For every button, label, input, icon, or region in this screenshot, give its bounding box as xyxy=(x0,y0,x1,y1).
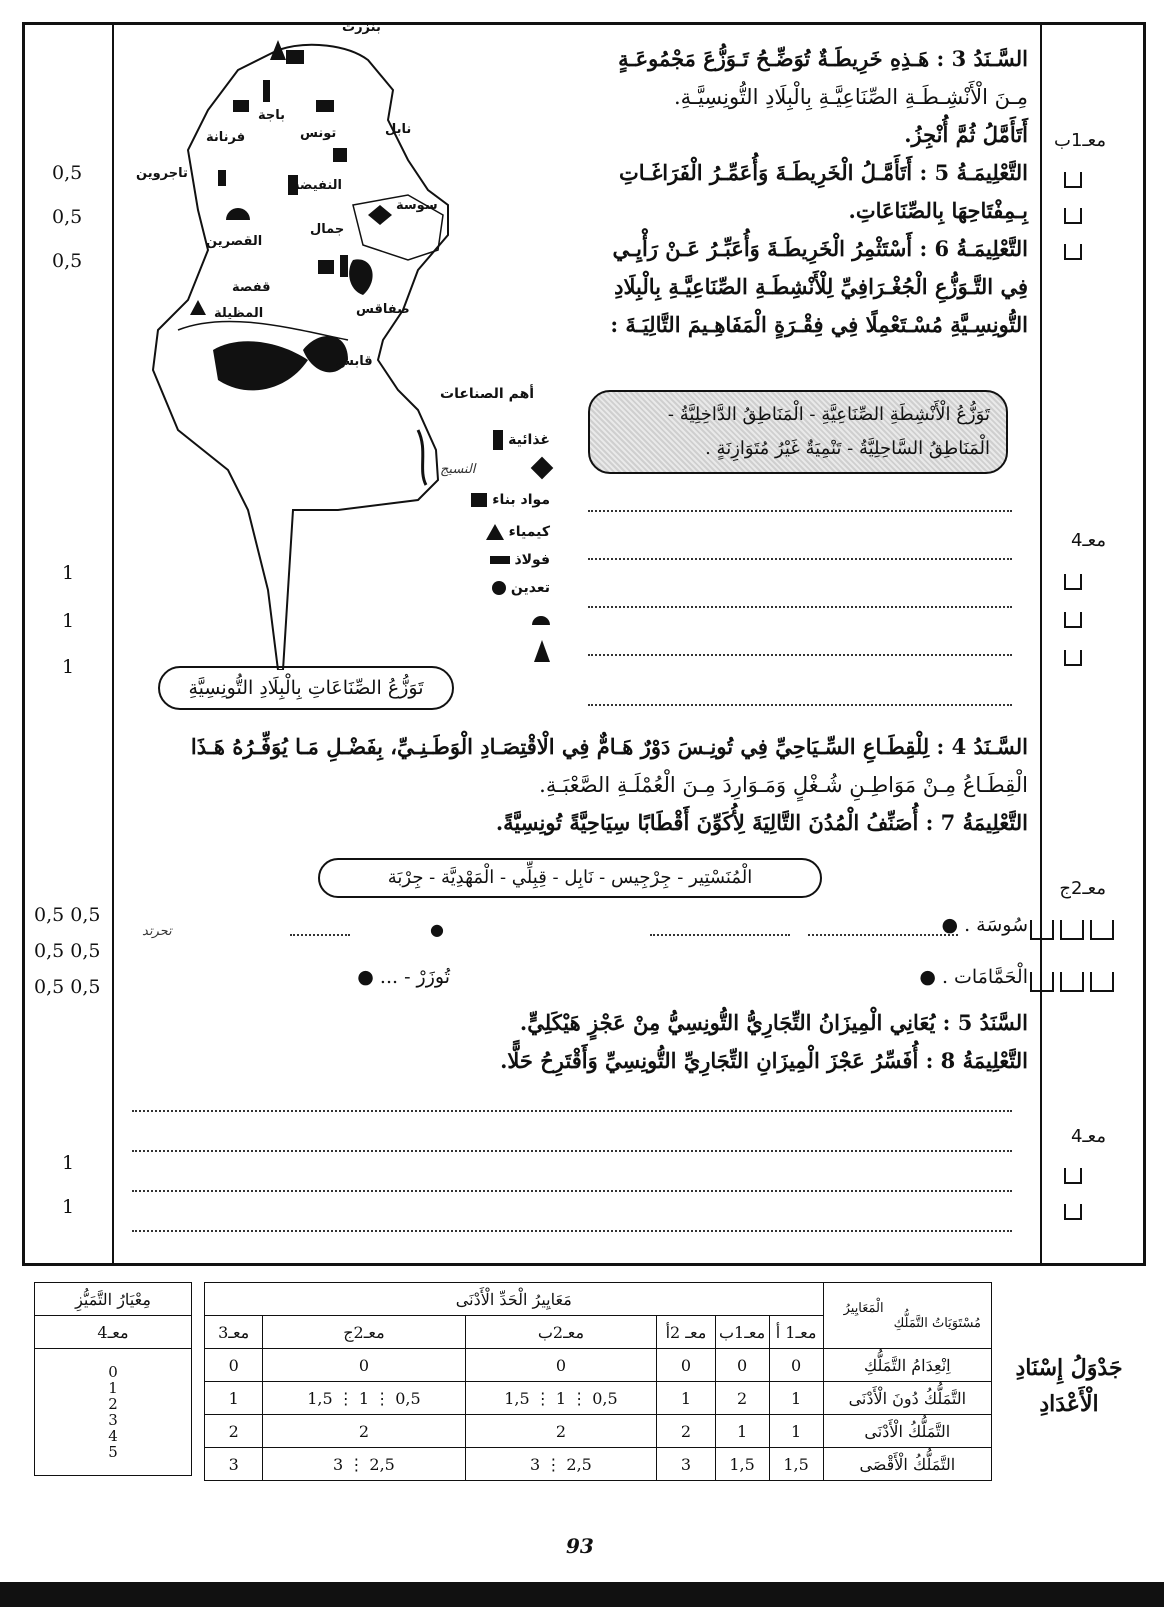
criterion-1b: معـ1ب xyxy=(1053,130,1106,151)
tall-triangle-symbol-icon xyxy=(534,640,550,662)
map-city-bizerte: بنزرت xyxy=(342,20,381,35)
handwritten-note: النسيج xyxy=(440,462,476,477)
answer-line[interactable] xyxy=(132,1190,1012,1192)
instr6-line3: التُّونِسِـيَّةِ مُسْـتَعْمِلًا فِي فِقْـرَةٍ الْمَفَاهِـيمَ التَّالِيَـةَ : xyxy=(610,312,1028,337)
legend-item-mining: تعدين xyxy=(440,580,550,596)
doc4-line1: السَّـنَدُ 4 : لِلْقِطَـاعِ السِّـيَاحِيِّ فِي تُونِـسَ دَوْرٌ هَـامٌّ فِي الْاقْتِصَـادِ الْوَطَـنِـيِّ، بِفَضْـلِ مَـا يُوَفِّـرُهُ هَـذَا xyxy=(190,734,1028,759)
map-city-beja: باجة xyxy=(258,108,286,123)
grade-box[interactable] xyxy=(1064,172,1082,188)
pole-sousse-label: سُوسَة . xyxy=(964,914,1028,936)
handwritten-note: ﺗﺤﺮﺗﺪ xyxy=(142,924,172,939)
concepts-line2: الْمَنَاطِقُ السَّاحِلِيَّةُ - تَنْمِيَةٌ غَيْرُ مُتَوَازِنَةٍ . xyxy=(705,438,990,459)
answer-line[interactable] xyxy=(132,1110,1012,1112)
grade-box[interactable] xyxy=(1064,1204,1082,1220)
answer-line[interactable] xyxy=(808,934,958,936)
chott-region xyxy=(213,341,308,390)
triangle-symbol-icon xyxy=(486,524,504,540)
instr5-line2: بِـمِفْتَاحِهَا بِالصِّنَاعَاتِ. xyxy=(848,198,1028,223)
doc3-line3: أَتَأَمَّلُ ثُمَّ أُنْجِزُ. xyxy=(904,122,1028,147)
score: 0,5 xyxy=(52,162,83,184)
excellence-header: مِعْيَارُ التَّمَيُّزِ xyxy=(35,1283,192,1316)
score: 1 xyxy=(62,610,75,632)
map-city-tunis: تونس xyxy=(300,126,337,141)
map-city-fernana: فرنانة xyxy=(206,130,246,145)
grade-box[interactable] xyxy=(1064,208,1082,224)
instr7-text: التَّعْلِيمَةُ 7 : أُصَنِّفُ الْمُدُنَ التَّالِيَةَ لِأُكَوِّنَ أَقْطَابًا سِيَاحِيَّةً تُونِسِيَّةً. xyxy=(495,810,1028,835)
grade-box[interactable] xyxy=(1030,920,1054,940)
pole-sousse-row: سُوسَة . ● xyxy=(941,914,1028,936)
bullet: ● xyxy=(430,920,444,939)
document-5 xyxy=(123,1004,1028,1080)
map-city-sfax: صفاقس xyxy=(356,302,410,317)
concepts-line1: تَوَزُّعُ الْأَنْشِطَةِ الصِّنَاعِيَّةِ - الْمَنَاطِقُ الدَّاخِلِيَّةُ - xyxy=(667,404,990,425)
answer-line[interactable] xyxy=(132,1150,1012,1152)
corner-cell: الْمَعَايِيرُ مُسْتَوَيَاتُ التَّمَلُّكِ xyxy=(823,1283,991,1349)
instr6-line2: فِي التَّـوَزُّعِ الْجُغْـرَافِيِّ لِلْأَنْشِطَـةِ الصِّنَاعِيَّـةِ بِالْبِلَادِ xyxy=(614,274,1028,299)
pole-hammamet-label: الْحَمَّامَات . xyxy=(941,966,1028,988)
map-city-jammel: جمال xyxy=(310,222,345,237)
map-title: تَوَزُّعُ الصِّنَاعَاتِ بِالْبِلَادِ التُّونِسِيَّةِ xyxy=(158,666,454,710)
doc4-line2: الْقِطَـاعُ مِـنْ مَوَاطِـنِ شُـغْلٍ وَمَـوَارِدَ مِـنَ الْعُمْلَـةِ الصَّعْبَـةِ. xyxy=(539,773,1028,797)
score: 0,5 0,5 xyxy=(34,904,101,926)
minimum-criteria-table xyxy=(204,1282,992,1481)
doc5-line1: السَّنَدُ 5 : يُعَانِي الْمِيزَانُ التِّجَارِيُّ التُّونِسِيُّ مِنْ عَجْزٍ هَيْكَلِيٍّ. xyxy=(519,1010,1028,1035)
answer-line[interactable] xyxy=(588,558,1012,560)
grade-box[interactable] xyxy=(1064,244,1082,260)
col-header: معـ1ب xyxy=(715,1316,769,1349)
map-city-gabes: قابس xyxy=(336,354,373,369)
score: 0,5 0,5 xyxy=(34,940,101,962)
answer-line[interactable] xyxy=(588,510,1012,512)
grade-box[interactable] xyxy=(1060,972,1084,992)
answer-line[interactable] xyxy=(588,704,1012,706)
instr8-text: التَّعْلِيمَةُ 8 : أُفَسِّرُ عَجْزَ الْمِيزَانِ التِّجَارِيِّ التُّونِسِيِّ وَأَقْتَرِحُ حَلًّا. xyxy=(500,1048,1028,1073)
criterion-2j: معـ2ج xyxy=(1059,878,1106,899)
square-symbol-icon xyxy=(471,493,487,507)
answer-line[interactable] xyxy=(132,1230,1012,1232)
legend-item-8 xyxy=(440,640,550,662)
food-symbol-icon xyxy=(493,430,503,450)
instr5-line1: التَّعْلِيمَـةُ 5 : أَتَأَمَّـلُ الْخَرِيطَـةَ وَأُعَمِّـرُ الْفَرَاغَـاتِ xyxy=(619,160,1028,185)
tunisia-map xyxy=(118,30,588,670)
diamond-symbol-icon xyxy=(531,457,554,480)
table-row: التَّمَلُّكُ دُونَ الْأَدْنَى 1 2 1 0,5 ⋮ 1 ⋮ 1,5 0,5 ⋮ 1 ⋮ 1,5 1 xyxy=(205,1382,992,1415)
table-row: التَّمَلُّكُ الْأَقْصَى 1,5 1,5 3 2,5 ⋮ 3 2,5 ⋮ 3 3 xyxy=(205,1448,992,1481)
col-header: معـ2ب xyxy=(465,1316,657,1349)
instr6-line1: التَّعْلِيمَـةُ 6 : أَسْتَثْمِرُ الْخَرِيطَـةَ وَأُعَبِّـرُ عَـنْ رَأْيِـي xyxy=(612,236,1028,261)
map-city-metlaoui: المظيلة xyxy=(214,306,264,321)
answer-line[interactable] xyxy=(650,934,790,936)
bar-symbol-icon xyxy=(490,556,510,564)
criterion-4b: معـ4 xyxy=(1070,1126,1106,1147)
answer-line[interactable] xyxy=(290,934,350,936)
pole-hammamet-row: الْحَمَّامَات . ● xyxy=(919,966,1028,988)
excellence-col: معـ4 xyxy=(35,1316,192,1349)
excellence-values: 0 1 2 3 4 5 xyxy=(35,1349,192,1476)
score: 1 xyxy=(62,1152,75,1174)
col-header: معـ2ج xyxy=(263,1316,465,1349)
pole-tozeur-label: تُوزَرْ - ... xyxy=(379,966,450,988)
circle-symbol-icon xyxy=(492,581,506,595)
criteria-column-divider xyxy=(1040,22,1042,1266)
answer-line[interactable] xyxy=(588,606,1012,608)
grade-box[interactable] xyxy=(1064,1168,1082,1184)
concepts-box xyxy=(588,390,1008,474)
criterion-4a: معـ4 xyxy=(1070,530,1106,551)
grade-box[interactable] xyxy=(1060,920,1084,940)
legend-item-food: غذائية xyxy=(440,430,550,450)
score: 0,5 xyxy=(52,250,83,272)
pole-tozeur-row: تُوزَرْ - ... ● xyxy=(357,966,450,988)
map-city-gafsa: قفصة xyxy=(232,280,271,295)
bottom-bar xyxy=(0,1582,1164,1607)
answer-line[interactable] xyxy=(588,654,1012,656)
score: 0,5 0,5 xyxy=(34,976,101,998)
document-3 xyxy=(558,40,1028,344)
legend-item-building: مواد بناء xyxy=(440,492,550,508)
grade-box[interactable] xyxy=(1064,612,1082,628)
score: 0,5 xyxy=(52,206,83,228)
grade-box[interactable] xyxy=(1064,574,1082,590)
grading-title: جَدْوَلُ إِسْنَادِ الْأَعْدَادِ xyxy=(1015,1355,1123,1417)
score: 1 xyxy=(62,656,75,678)
min-criteria-header: مَعَايِيرُ الْحَدِّ الْأَدْنَى xyxy=(205,1283,824,1316)
doc3-line2: مِـنَ الْأَنْشِـطَـةِ الصِّنَاعِيَّـةِ بِالْبِلَادِ التُّونِسِيَّـةِ. xyxy=(673,85,1028,109)
page-number: 93 xyxy=(566,1534,594,1558)
legend-title: أهم الصناعات xyxy=(440,386,535,402)
col-header: معـ 2أ xyxy=(657,1316,715,1349)
table-row: التَّمَلُّكُ الْأَدْنَى 1 1 2 2 2 2 xyxy=(205,1415,992,1448)
grade-box[interactable] xyxy=(1090,972,1114,992)
excellence-table xyxy=(34,1282,192,1476)
score: 1 xyxy=(62,1196,75,1218)
grade-box[interactable] xyxy=(1030,972,1054,992)
map-city-kasserine: القصرين xyxy=(206,234,263,249)
map-city-enfidha: النفيضة xyxy=(292,178,343,193)
legend-item-7 xyxy=(440,612,550,628)
score: 1 xyxy=(62,562,75,584)
grade-box[interactable] xyxy=(1090,920,1114,940)
table-row: اِنْعِدَامُ التَّمَلُّكِ 0 0 0 0 0 0 xyxy=(205,1349,992,1382)
document-4 xyxy=(123,728,1028,842)
legend-item-steel: فولاذ xyxy=(440,552,550,568)
map-city-nabeul: نابل xyxy=(385,122,412,137)
map-city-sousse: سوسة xyxy=(396,198,438,213)
half-circle-symbol-icon xyxy=(532,616,550,625)
map-city-tajerouine: تاجروين xyxy=(136,166,188,181)
col-header: معـ3 xyxy=(205,1316,263,1349)
grade-box[interactable] xyxy=(1064,650,1082,666)
col-header: معـ1 أ xyxy=(769,1316,823,1349)
legend-item-chemistry: كيمياء xyxy=(440,524,550,540)
score-column-divider xyxy=(112,22,114,1266)
cities-box: الْمُنَسْتِير - جِرْجِيس - نَابِل - قِبِلِّي - الْمَهْدِيَّة - جِرْبَة xyxy=(318,858,822,898)
doc3-line1: السَّـنَدُ 3 : هَـذِهِ خَرِيطَـةٌ تُوَضِّـحُ تَـوَزُّعَ مَجْمُوعَـةٍ xyxy=(618,46,1028,71)
